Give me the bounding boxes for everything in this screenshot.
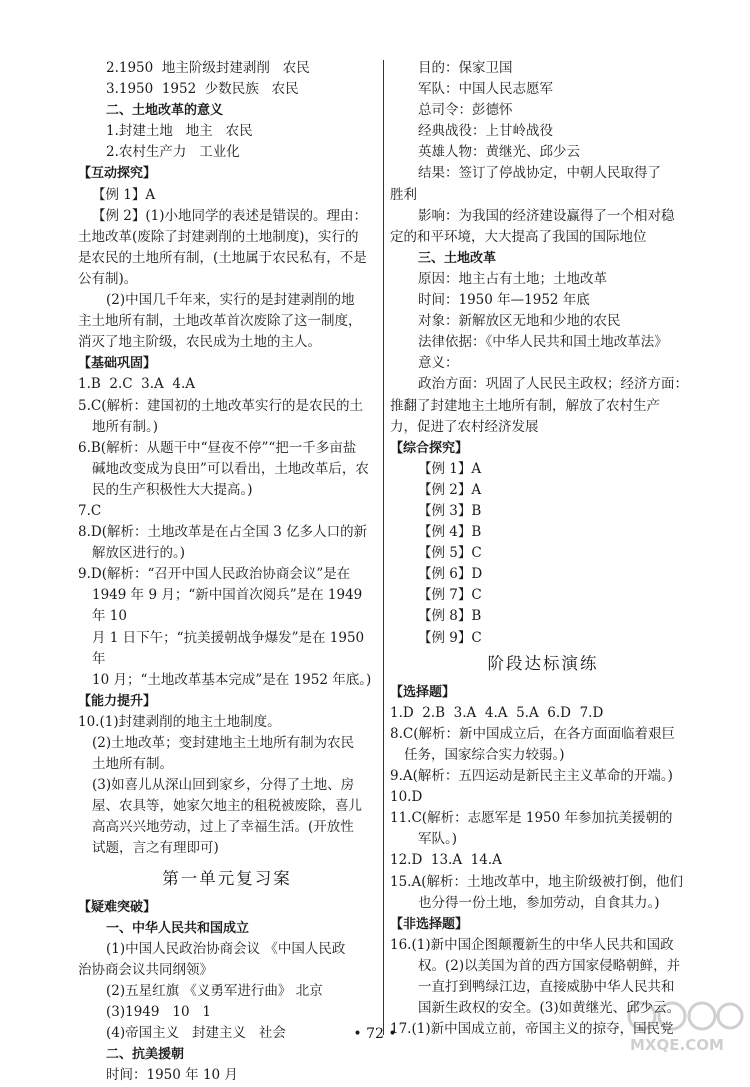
- text-line: 12.D 13.A 14.A: [390, 852, 502, 869]
- text-line: 公有制)。: [78, 270, 138, 287]
- text-line: 【例 7】C: [418, 587, 482, 604]
- section-heading: 【综合探究】: [390, 440, 469, 456]
- section-heading: 【基础巩固】: [78, 356, 157, 372]
- text-line: 权。(2)以美国为首的西方国家侵略朝鲜，并: [418, 957, 681, 974]
- text-line: (3)1949 10 1: [106, 1004, 211, 1021]
- text-line: 影响：为我国的经济建设赢得了一个相对稳: [418, 207, 675, 224]
- text-line: 【例 1】A: [418, 460, 482, 477]
- text-line: 1949 年 9 月；“新中国首次阅兵”是在 1949 年 10: [92, 587, 367, 625]
- text-line: 【例 2】(1)小地同学的表述是错误的。理由：: [92, 207, 368, 224]
- text-line: 英雄人物：黄继光、邱少云: [418, 144, 580, 161]
- page-number: • 72 •: [353, 1026, 397, 1042]
- text-line: 力，促进了农村经济发展: [390, 418, 539, 435]
- text-line: 胜利: [390, 186, 417, 203]
- text-line: 对象：新解放区无地和少地的农民: [418, 313, 621, 330]
- text-line: 是农民的土地所有制，(土地属于农民私有，不是: [78, 249, 367, 266]
- left-column: [78, 58, 376, 1087]
- text-line: 【例 8】B: [418, 608, 482, 625]
- text-line: 10.D: [390, 789, 423, 806]
- text-line: (2)土地改革；变封建地主土地所有制为农民: [92, 735, 355, 751]
- section-heading: 二、抗美援朝: [106, 1047, 185, 1063]
- text-line: 10.(1)封建剥削的地主土地制度。: [78, 713, 281, 730]
- text-line: (1)中国人民政治协商会议 《中国人民政: [106, 940, 346, 957]
- text-line: 国新生政权的安全。(3)如黄继光、邱少云。: [418, 1000, 681, 1017]
- text-line: 6.B(解析：从题干中“昼夜不停”“把一千多亩盐: [78, 439, 357, 456]
- section-heading: 【能力提升】: [78, 693, 157, 709]
- text-line: 时间：1950 年—1952 年底: [418, 292, 590, 309]
- text-line: 1.D 2.B 3.A 4.A 5.A 6.D 7.D: [390, 704, 604, 721]
- text-line: (4)帝国主义 封建主义 社会: [106, 1025, 286, 1042]
- text-line: 也分得一份土地，参加劳动，自食其力。): [418, 894, 660, 911]
- text-line: 2.农村生产力 工业化: [106, 144, 240, 161]
- text-line: 任务，国家综合实力较弱。): [404, 747, 565, 763]
- section-heading: 三、土地改革: [418, 250, 497, 266]
- section-heading: 【选择题】: [390, 684, 456, 700]
- text-line: 11.C(解析：志愿军是 1950 年参加抗美援朝的: [390, 810, 673, 827]
- text-line: 2.1950 地主阶级封建剥削 农民: [106, 60, 310, 76]
- text-line: 1.封建土地 地主 农民: [106, 123, 253, 140]
- text-line: 时间：1950 年 10 月: [106, 1067, 238, 1084]
- section-heading: 二、土地改革的意义: [106, 103, 224, 119]
- text-line: 1.B 2.C 3.A 4.A: [78, 376, 196, 393]
- text-line: 16.(1)新中国企图颠覆新生的中华人民共和国政: [390, 936, 674, 953]
- text-line: 【例 6】D: [418, 566, 483, 583]
- text-line: 5.C(解析：建国初的土地改革实行的是农民的土: [78, 397, 363, 414]
- text-line: (3)如喜儿从深山回到家乡，分得了土地、房: [92, 777, 355, 794]
- text-line: 17.(1)新中国成立前，帝国主义的掠夺，国民党: [390, 1021, 674, 1038]
- text-line: 碱地改变成为良田”可以看出，土地改革后，农: [92, 460, 369, 477]
- text-line: 定的和平环境，大大提高了我国的国际地位: [390, 228, 647, 245]
- text-line: 【例 9】C: [418, 629, 482, 646]
- text-line: 消灭了地主阶级，农民成为土地的主人。: [78, 334, 321, 351]
- text-line: 10 月；“土地改革基本完成”是在 1952 年底。): [92, 671, 372, 688]
- text-line: 9.D(解析：“召开中国人民政治协商会议”是在: [78, 566, 351, 583]
- svg-text:MXQE.COM: MXQE.COM: [630, 1036, 724, 1054]
- text-line: 治协商会议共同纲领》: [78, 961, 213, 978]
- column-divider: [383, 60, 384, 1035]
- text-line: 主土地所有制，土地改革首次废除了这一制度，: [78, 313, 362, 330]
- text-line: 8.D(解析：土地改革是在占全国 3 亿多人口的新: [78, 524, 368, 541]
- text-line: 总司令：彭德怀: [418, 102, 513, 119]
- text-line: 3.1950 1952 少数民族 农民: [106, 81, 299, 98]
- text-line: 军队：中国人民志愿军: [418, 81, 553, 98]
- text-line: 推翻了封建地主土地所有制，解放了农村生产: [390, 397, 660, 414]
- text-line: 地所有制。): [92, 418, 159, 435]
- section-heading: 第一单元复习案: [162, 868, 292, 888]
- text-line: 9.A(解析：五四运动是新民主主义革命的开端。): [390, 768, 673, 785]
- text-line: 【例 2】A: [418, 481, 482, 498]
- text-line: (2)五星红旗 《义勇军进行曲》 北京: [106, 983, 323, 1000]
- text-line: 【例 3】B: [418, 502, 482, 519]
- text-line: 试题，言之有理即可): [92, 840, 219, 857]
- text-line: 法律依据：《中华人民共和国土地改革法》: [418, 334, 668, 351]
- text-line: 土地改革(废除了封建剥削的土地制度)，实行的: [78, 228, 359, 245]
- section-heading: 【非选择题】: [390, 916, 469, 932]
- text-line: 8.C(解析：新中国成立后，在各方面面临着艰巨: [390, 725, 675, 742]
- text-line: 月 1 日下午；“抗美援朝战争爆发”是在 1950 年: [92, 629, 369, 667]
- text-line: 政治方面：巩固了人民民主政权；经济方面：: [418, 376, 688, 393]
- text-line: 【例 1】A: [92, 186, 156, 203]
- text-line: 高高兴兴地劳动，过上了幸福生活。(开放性: [92, 819, 354, 836]
- text-line: 一直打到鸭绿江边，直接威胁中华人民共和: [418, 979, 675, 996]
- text-line: 目的：保家卫国: [418, 60, 513, 76]
- text-line: 土地所有制。: [92, 756, 173, 773]
- text-line: 民的生产积极性大大提高。): [92, 481, 253, 498]
- watermark-logo: [626, 998, 744, 1054]
- text-line: 原因：地主占有土地；土地改革: [418, 270, 607, 287]
- text-line: 解放区进行的。): [92, 545, 186, 562]
- section-heading: 【互动探究】: [78, 166, 157, 182]
- text-line: 军队。): [418, 831, 458, 848]
- text-line: 【例 4】B: [418, 524, 482, 541]
- text-line: 经典战役：上甘岭战役: [418, 123, 553, 140]
- text-line: 结果：签订了停战协定，中朝人民取得了: [418, 165, 661, 182]
- section-heading: 阶段达标演练: [487, 653, 599, 673]
- section-heading: 【疑难突破】: [78, 899, 157, 915]
- text-line: 7.C: [78, 502, 102, 519]
- text-line: 15.A(解析：土地改革中，地主阶级被打倒，他们: [390, 873, 683, 890]
- text-line: 屋、农具等，她家欠地主的租税被废除，喜儿: [92, 798, 362, 815]
- text-line: 意义：: [418, 355, 459, 372]
- right-column: [390, 58, 696, 1040]
- section-heading: 一、中华人民共和国成立: [106, 920, 250, 936]
- text-line: (2)中国几千年来，实行的是封建剥削的地: [106, 292, 355, 309]
- text-line: 【例 5】C: [418, 545, 482, 562]
